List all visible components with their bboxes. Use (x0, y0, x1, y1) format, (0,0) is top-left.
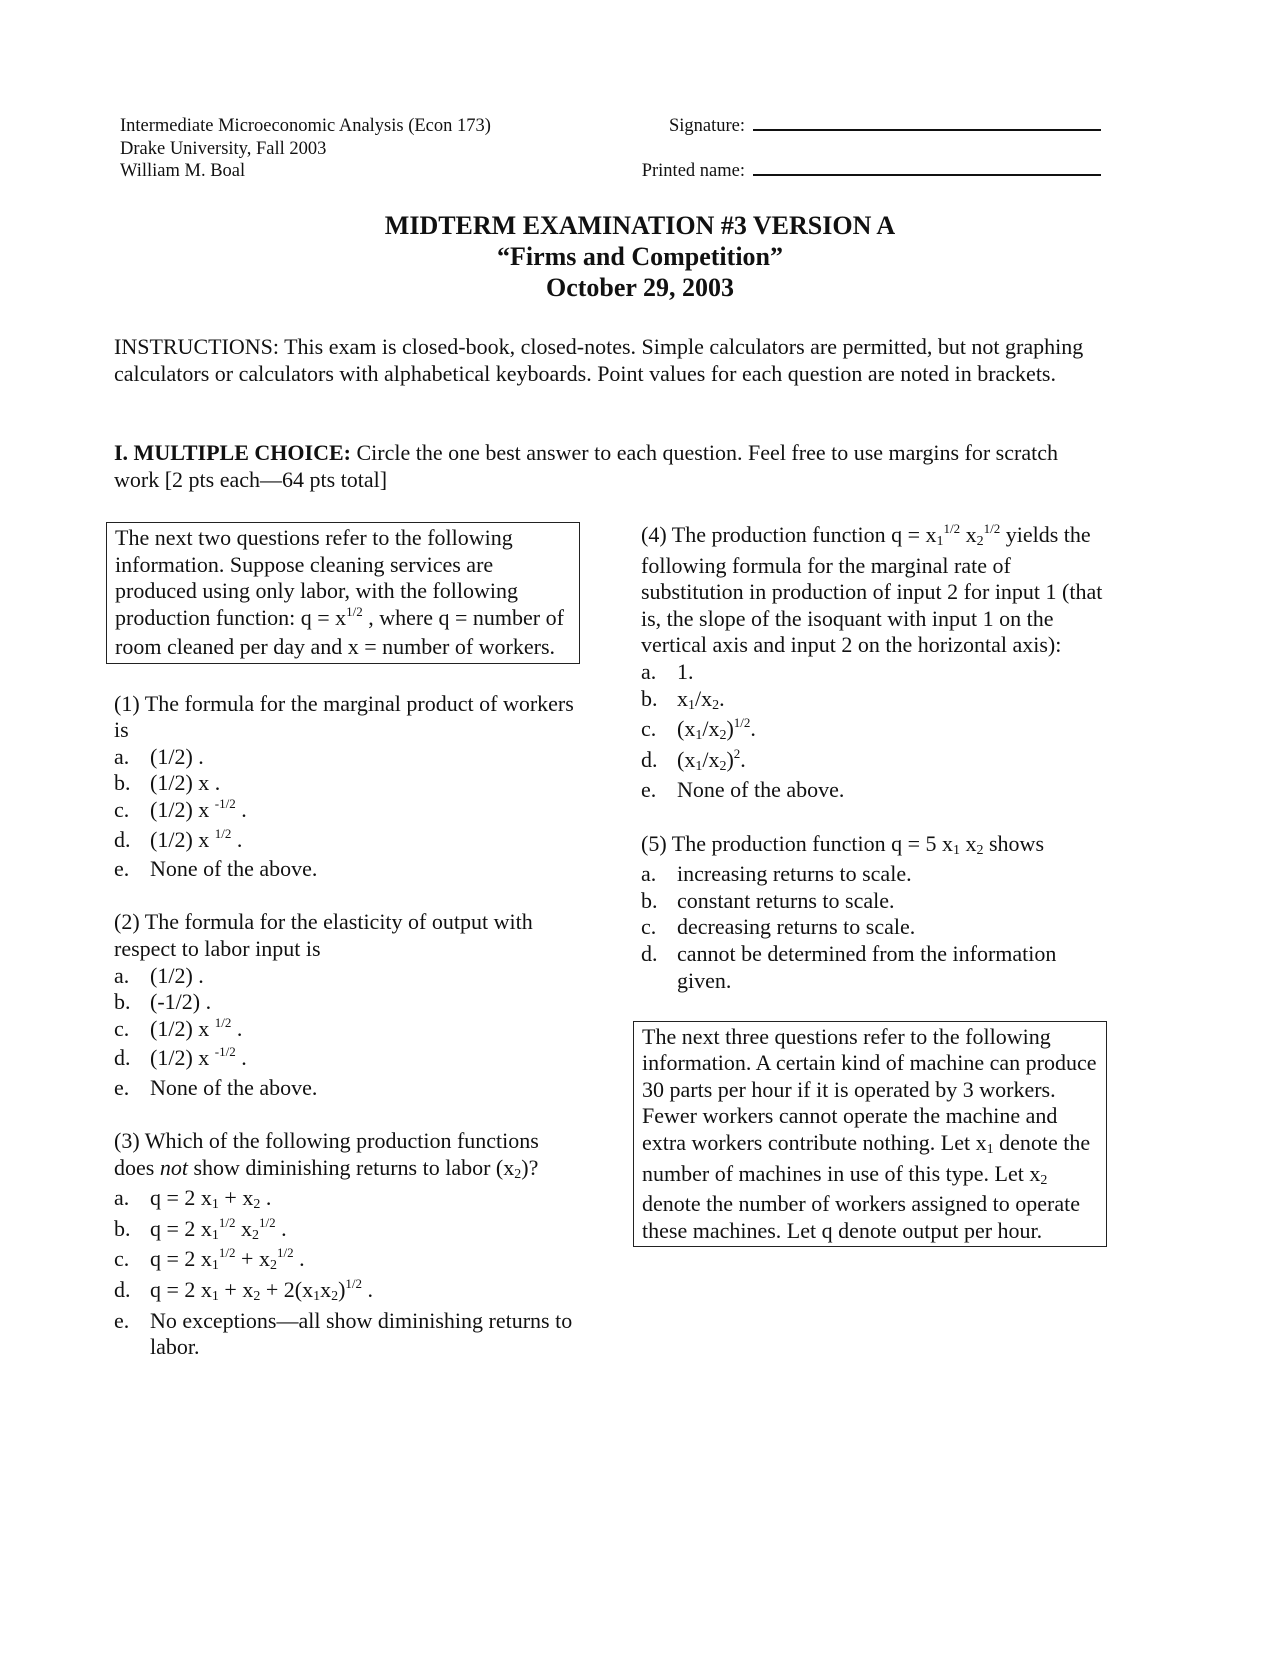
text-run: . (275, 1215, 287, 1241)
text-run: + x (218, 1277, 254, 1303)
text-run: (1/2) . (150, 743, 204, 769)
superscript: 1/2 (214, 825, 232, 841)
course-name: Intermediate Microeconomic Analysis (Econ 173) (120, 116, 491, 136)
signature-label: Signature: (668, 116, 745, 136)
answer-option[interactable] (641, 686, 1107, 717)
option-text (150, 1308, 580, 1361)
option-text (677, 888, 895, 915)
answer-option[interactable] (641, 941, 1107, 994)
text-run: None of the above. (150, 1074, 318, 1100)
text-run: x (960, 522, 977, 547)
option-letter: a. (641, 658, 657, 684)
answer-option[interactable] (114, 1246, 580, 1277)
answer-option[interactable] (114, 856, 580, 883)
option-letter: d. (641, 940, 658, 966)
info-box (106, 522, 580, 664)
superscript: 1/2 (983, 521, 1001, 536)
subscript: 2 (1040, 1172, 1048, 1188)
option-letter: d. (641, 746, 658, 772)
option-letter: e. (641, 777, 657, 803)
answer-option[interactable] (114, 963, 580, 990)
superscript: 1/2 (943, 521, 961, 536)
text-run: q = 2 x (150, 1185, 212, 1211)
option-text (677, 659, 694, 686)
option-text (677, 861, 912, 888)
text-run: (1/2) x (150, 826, 215, 852)
option-letter: a. (641, 861, 657, 887)
text-run: ) (726, 716, 734, 742)
text-run: + x (218, 1185, 254, 1211)
subscript: 2 (253, 1289, 261, 1305)
question (633, 831, 1107, 995)
superscript: 1/2 (218, 1214, 236, 1230)
answer-option[interactable] (114, 1185, 580, 1216)
printed-name-field[interactable] (642, 160, 1101, 183)
subscript: 2 (976, 842, 984, 858)
answer-option[interactable] (641, 888, 1107, 915)
answer-option[interactable] (641, 777, 1107, 804)
answer-option[interactable] (114, 797, 580, 827)
subscript: 2 (514, 1166, 522, 1182)
subscript: 1 (986, 1142, 994, 1158)
option-letter: d. (114, 1277, 131, 1303)
text-run: (x (677, 716, 696, 742)
info-box (633, 1021, 1107, 1248)
text-run: (1/2) x (150, 1045, 215, 1071)
subscript: 1 (688, 697, 695, 713)
option-letter: e. (114, 856, 130, 882)
text-run: denote the number of machines in use of this type. Let x (642, 1130, 1091, 1186)
option-text (677, 914, 915, 941)
superscript: 1/2 (259, 1214, 276, 1230)
text-run: (1/2) . (150, 962, 204, 988)
option-text (150, 1045, 247, 1075)
subscript: 1 (953, 842, 960, 858)
answer-option[interactable] (114, 1308, 580, 1361)
title-line-3: October 29, 2003 (546, 273, 734, 302)
text-run: None of the above. (150, 856, 318, 882)
text-run: . (231, 1015, 243, 1041)
text-run: (5) The production function q = 5 x (641, 830, 953, 856)
subscript: 1 (313, 1289, 321, 1305)
superscript: -1/2 (214, 1044, 236, 1060)
answer-option[interactable] (114, 1277, 580, 1308)
text-run: The next three questions refer to the following information. A certain kind of machine can produce 30 parts per hour if it is operated by 3 workers. Fewer workers cannot operate the machine and extra workers contribute nothing. Let x (642, 1023, 1097, 1156)
option-text (150, 963, 204, 990)
option-letter: e. (114, 1307, 130, 1333)
subscript: 2 (719, 758, 727, 774)
text-run: . (260, 1185, 272, 1211)
text-run: x (320, 1277, 332, 1303)
question (106, 691, 580, 883)
subscript: 1 (936, 534, 944, 549)
option-text (150, 989, 211, 1016)
text-run: q = 2 x (150, 1246, 212, 1272)
option-text (677, 686, 725, 717)
option-text (677, 941, 1107, 994)
text-run: , where q = number of room cleaned per day and x = number of workers. (115, 604, 564, 660)
printed-name-line[interactable] (753, 160, 1101, 176)
text-run: . (740, 746, 746, 772)
text-run: constant returns to scale. (677, 887, 895, 913)
text-run: q = 2 x (150, 1277, 212, 1303)
text-run: . (235, 1045, 247, 1071)
subscript: 2 (331, 1289, 339, 1305)
answer-option[interactable] (641, 659, 1107, 686)
section-heading (114, 440, 1104, 493)
subscript: 1 (695, 758, 703, 774)
subscript: 1 (695, 728, 703, 744)
question-stem (641, 522, 1107, 659)
answer-option[interactable] (114, 1075, 580, 1102)
text-run: x (235, 1215, 253, 1241)
option-letter: c. (641, 716, 657, 742)
subscript: 1 (211, 1289, 219, 1305)
left-column (106, 522, 580, 1387)
option-text (150, 856, 317, 883)
course-header (120, 115, 491, 183)
instructions: INSTRUCTIONS: This exam is closed-book, closed-notes. Simple calculators are permitted, but not graphing calculators or calculators with alphabetical keyboards. Point values for each question are noted in brackets. (114, 334, 1084, 386)
answer-option[interactable] (641, 716, 1107, 747)
option-letter: a. (114, 743, 130, 769)
printed-name-label: Printed name: (641, 161, 745, 181)
exam-title (0, 210, 1280, 303)
text-run: . (293, 1246, 305, 1272)
instructor-name: William M. Boal (120, 161, 246, 181)
text-run: (1/2) x (150, 796, 215, 822)
text-run: x (960, 830, 977, 856)
option-letter: e. (114, 1074, 130, 1100)
answer-option[interactable] (114, 1016, 580, 1046)
question-stem (641, 831, 1107, 862)
signature-field[interactable] (669, 115, 1101, 138)
option-text (150, 1246, 305, 1277)
option-letter: d. (114, 1045, 131, 1071)
text-run: cannot be determined from the information given. (677, 940, 1057, 993)
option-text (677, 747, 746, 778)
option-letter: b. (114, 989, 131, 1015)
superscript: 1/2 (345, 1276, 363, 1292)
text-run: . (235, 796, 247, 822)
text-run: . (750, 716, 756, 742)
subscript: 2 (976, 534, 984, 549)
section-title: I. MULTIPLE CHOICE: (114, 440, 351, 465)
text-run: + 2(x (260, 1277, 314, 1303)
answer-option[interactable] (114, 989, 580, 1016)
option-text (150, 827, 242, 857)
text-run: (2) The formula for the elasticity of output with respect to labor input is (114, 909, 533, 961)
text-run: increasing returns to scale. (677, 861, 912, 887)
option-text (150, 1075, 317, 1102)
text-run: (x (677, 746, 696, 772)
right-column (633, 522, 1107, 1274)
option-letter: c. (114, 1246, 130, 1272)
text-run: /x (695, 685, 713, 711)
answer-option[interactable] (641, 914, 1107, 941)
text-run: x (677, 685, 688, 711)
subscript: 1 (211, 1227, 219, 1243)
text-run: 1. (677, 658, 694, 684)
option-letter: b. (641, 685, 658, 711)
section-instructions: Circle the one best answer to each question. Feel free to use margins for scratch work [2 pts each—64 pts total] (114, 440, 1058, 492)
text-run: . (362, 1277, 374, 1303)
answer-option[interactable] (641, 747, 1107, 778)
text-run: (1) The formula for the marginal product of workers is (114, 690, 574, 743)
text-run: yields the following formula for the marginal rate of substitution in production of input 2 for input 1 (that is, the slope of the isoquant with input 1 on the vertical axis and input 2 on the horizontal axis): (641, 522, 1103, 658)
subscript: 2 (719, 728, 727, 744)
text-run: (1/2) x . (150, 770, 221, 796)
text-run: q = 2 x (150, 1215, 212, 1241)
option-letter: a. (114, 1185, 130, 1211)
option-text (150, 1277, 373, 1308)
superscript: 1/2 (733, 715, 751, 731)
superscript: -1/2 (214, 795, 236, 811)
option-text (150, 1016, 242, 1046)
title-line-1: MIDTERM EXAMINATION #3 VERSION A (384, 211, 896, 240)
text-run: The next two questions refer to the following information. Suppose cleaning services are produced using only labor, with the following production function: q = x (115, 525, 519, 630)
option-text (677, 777, 844, 804)
title-line-2: “Firms and Competition” (497, 242, 783, 271)
text-run: (1/2) x (150, 1015, 215, 1041)
question (106, 909, 580, 1101)
superscript: 1/2 (218, 1245, 236, 1261)
option-text (150, 797, 247, 827)
text-run: /x (702, 716, 720, 742)
question-stem (114, 909, 580, 962)
option-text (677, 716, 756, 747)
text-run: ) (338, 1277, 346, 1303)
superscript: 1/2 (276, 1245, 294, 1261)
superscript: 1/2 (346, 603, 363, 619)
text-run: show diminishing returns to labor (x (187, 1154, 515, 1180)
text-run: (3) Which of the following production functions does (114, 1128, 539, 1180)
superscript: 1/2 (214, 1014, 232, 1030)
option-letter: b. (114, 1215, 131, 1241)
option-letter: a. (114, 962, 130, 988)
text-run: No exceptions—all show diminishing returns to labor. (150, 1307, 573, 1360)
question-stem (114, 691, 580, 744)
option-letter: b. (114, 770, 131, 796)
option-text (150, 744, 204, 771)
option-text (150, 1185, 271, 1216)
subscript: 2 (712, 697, 720, 713)
subscript: 2 (253, 1197, 261, 1213)
text-run: + x (235, 1246, 270, 1272)
option-letter: c. (114, 1015, 130, 1041)
option-letter: c. (114, 796, 130, 822)
answer-option[interactable] (641, 861, 1107, 888)
subscript: 1 (211, 1258, 219, 1274)
option-letter: d. (114, 826, 131, 852)
answer-option[interactable] (114, 827, 580, 857)
option-text (150, 1216, 287, 1247)
text-run: decreasing returns to scale. (677, 914, 916, 940)
option-letter: b. (641, 887, 658, 913)
text-run: )? (521, 1154, 539, 1180)
text-run: . (719, 685, 725, 711)
answer-option[interactable] (114, 770, 580, 797)
subscript: 2 (269, 1258, 277, 1274)
superscript: 2 (733, 745, 741, 761)
text-run: ) (726, 746, 734, 772)
text-run: . (231, 826, 243, 852)
text-run: not (159, 1154, 188, 1180)
text-run: /x (702, 746, 720, 772)
option-letter: c. (641, 914, 657, 940)
text-run: denote the number of workers assigned to operate these machines. Let q denote output per hour. (642, 1191, 1081, 1243)
text-run: (-1/2) . (150, 989, 212, 1015)
subscript: 1 (211, 1197, 219, 1213)
question (106, 1128, 580, 1361)
option-text (150, 770, 220, 797)
answer-option[interactable] (114, 1216, 580, 1247)
answer-option[interactable] (114, 744, 580, 771)
subscript: 2 (252, 1227, 260, 1243)
answer-option[interactable] (114, 1045, 580, 1075)
text-run: (4) The production function q = x (641, 522, 937, 547)
school-term: Drake University, Fall 2003 (120, 138, 327, 159)
signature-line[interactable] (753, 115, 1101, 131)
text-run: None of the above. (677, 777, 845, 803)
question-stem (114, 1128, 580, 1185)
text-run: shows (983, 830, 1045, 856)
question (633, 522, 1107, 804)
